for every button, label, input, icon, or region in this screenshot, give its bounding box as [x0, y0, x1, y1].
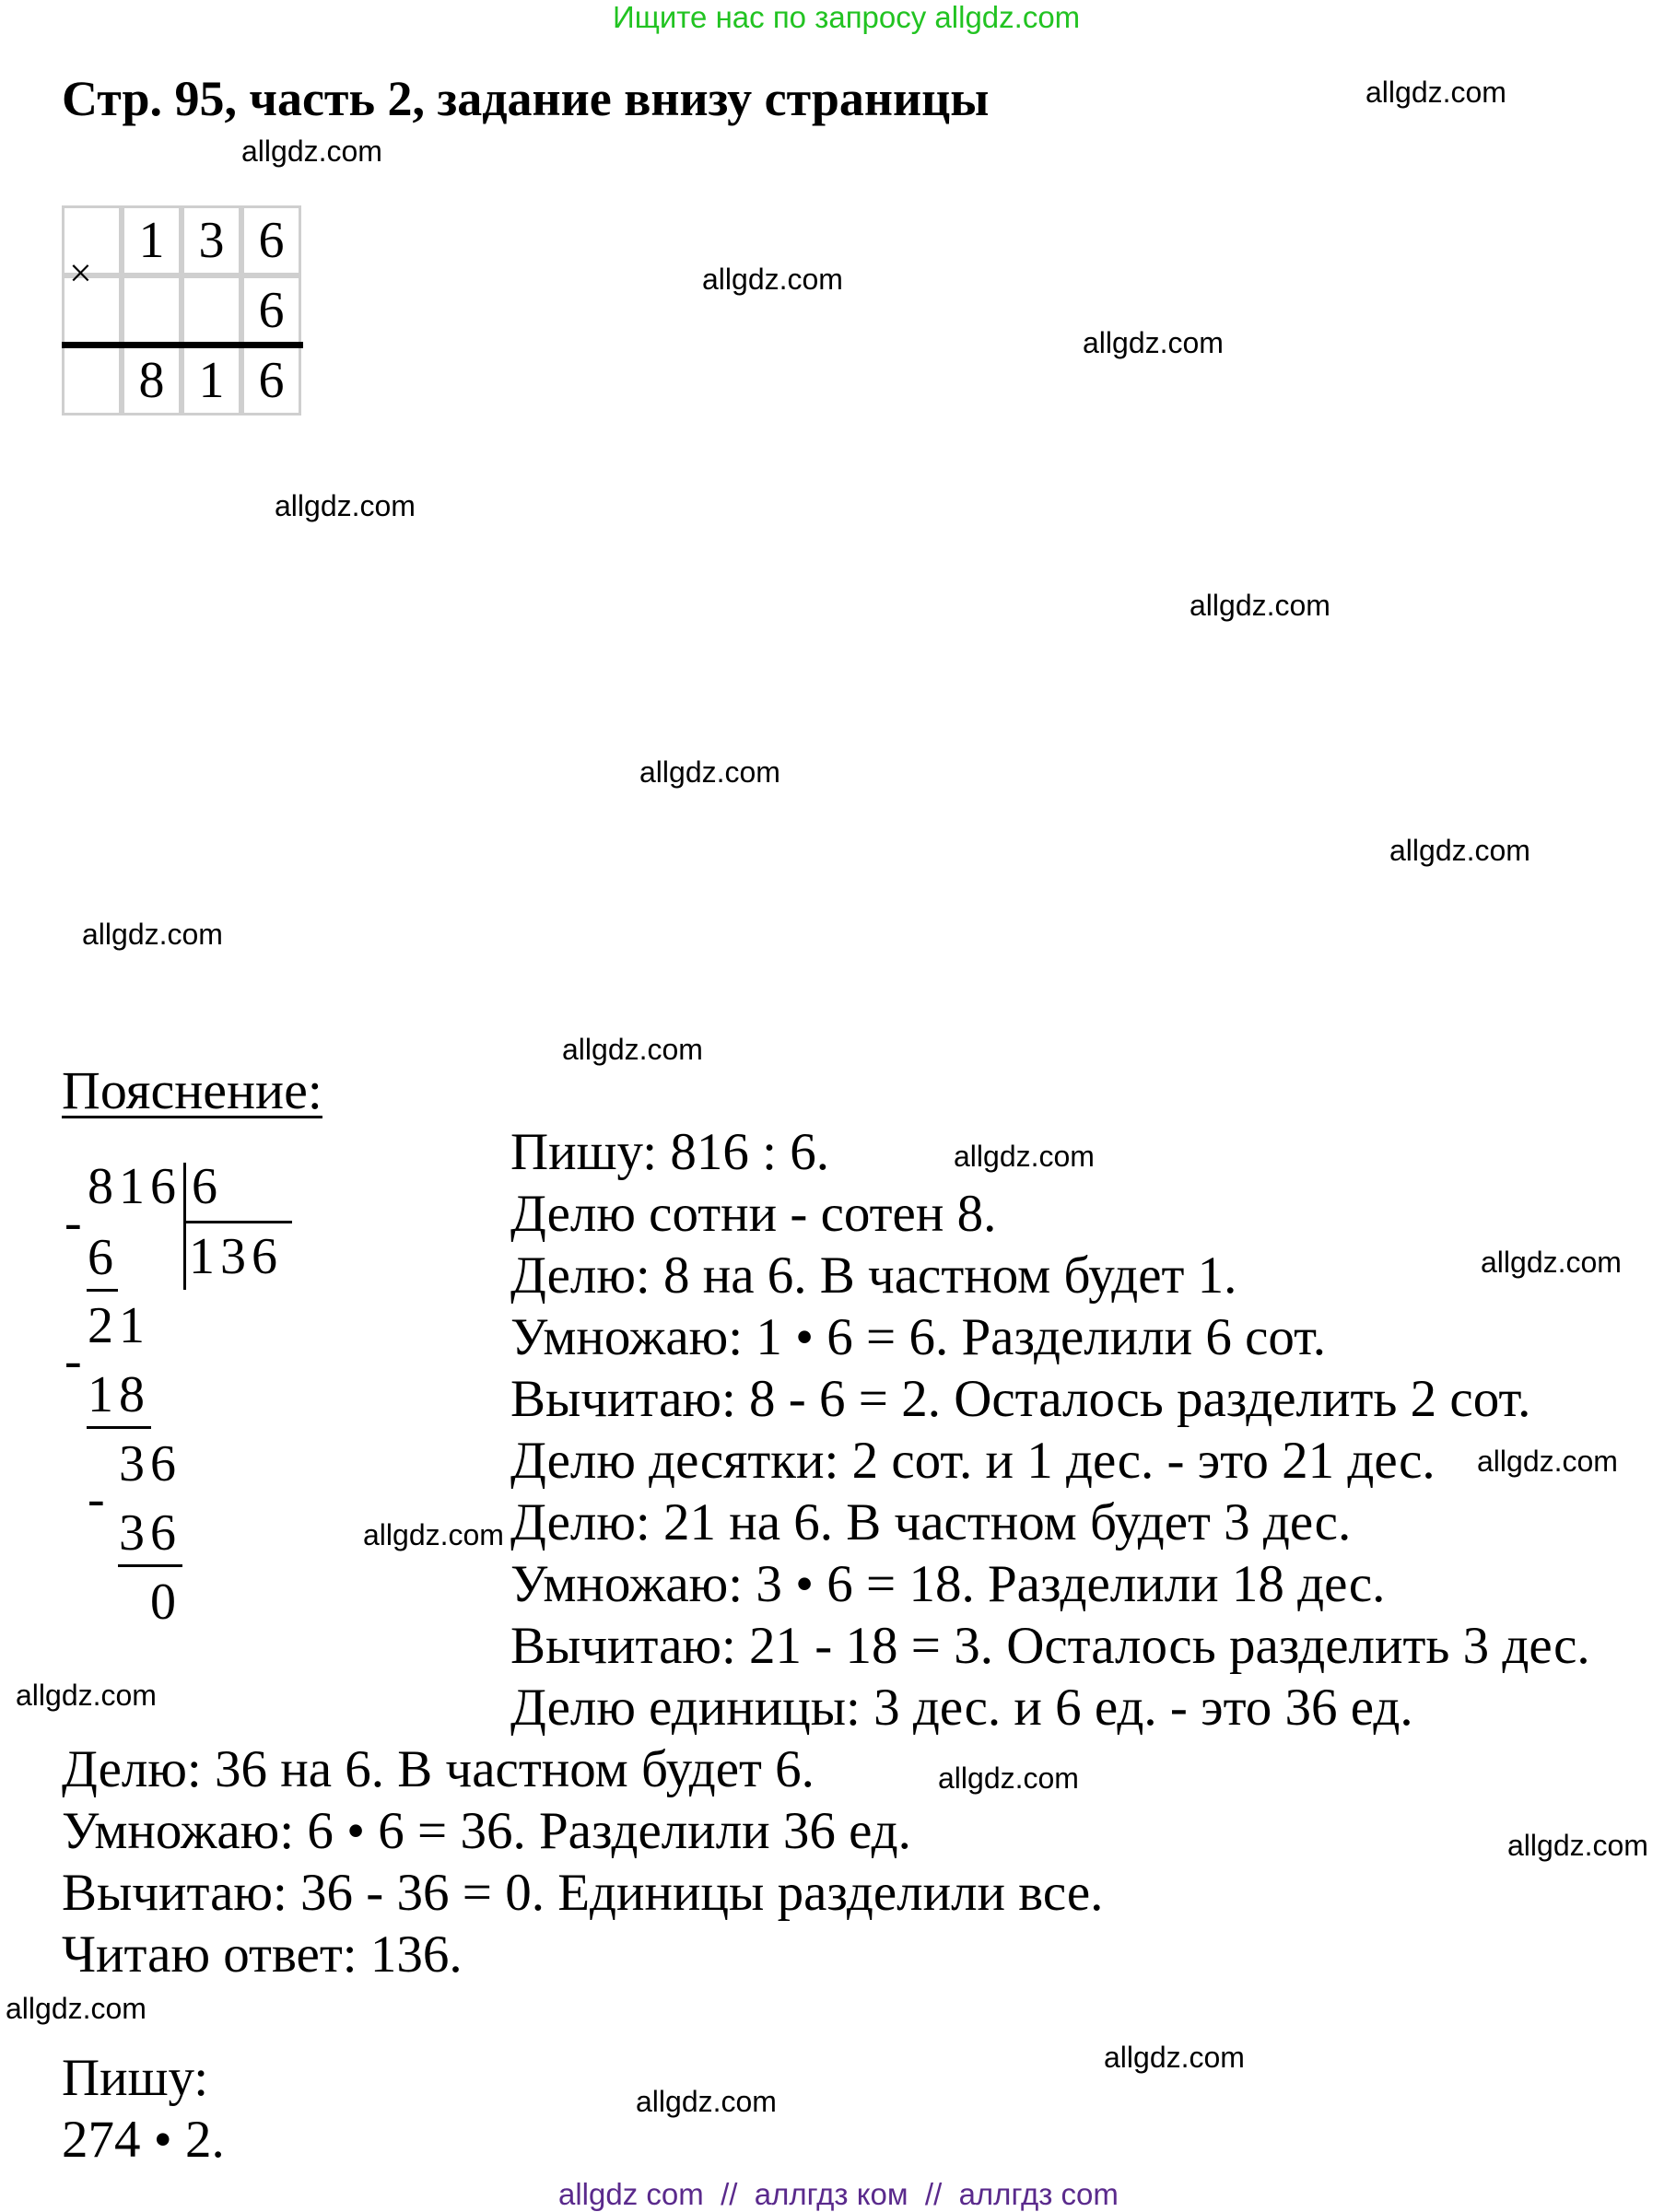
subtract-line	[87, 1426, 151, 1429]
step-line: Умножаю: 1 • 6 = 6. Разделили 6 сот.	[510, 1308, 1327, 1366]
grid-cell	[62, 345, 122, 415]
dividend: 816	[88, 1158, 182, 1215]
subtract-line	[118, 1564, 182, 1567]
watermark: allgdz.com	[938, 1761, 1079, 1795]
top-banner[interactable]: Ищите нас по запросу allgdz.com	[613, 0, 1081, 34]
next-task-label: Пишу:	[62, 2049, 209, 2107]
watermark: allgdz.com	[636, 2085, 777, 2118]
watermark: allgdz.com	[16, 1679, 157, 1712]
result-line	[62, 342, 303, 348]
page-title: Стр. 95, часть 2, задание внизу страницы	[62, 71, 990, 126]
next-task-expression: 274 • 2.	[62, 2111, 225, 2169]
watermark: allgdz.com	[954, 1140, 1095, 1173]
grid-cell: 3	[182, 205, 241, 275]
grid-cell: 6	[241, 345, 301, 415]
division-vertical-line	[183, 1163, 186, 1290]
minus-sign: -	[64, 1194, 88, 1251]
grid-cell: 1	[122, 205, 182, 275]
watermark: allgdz.com	[702, 263, 843, 296]
subtrahend-1: 6	[88, 1229, 119, 1286]
divisor: 6	[192, 1158, 223, 1215]
step-line: Вычитаю: 21 - 18 = 3. Осталось разделить 3 дес.	[510, 1617, 1590, 1675]
minus-sign: -	[64, 1332, 88, 1389]
division-horizontal-line	[183, 1221, 292, 1223]
subtrahend-3: 36	[119, 1504, 182, 1562]
multiply-sign: ×	[69, 251, 92, 296]
step-line: Делю десятки: 2 сот. и 1 дес. - это 21 дес.	[510, 1432, 1436, 1490]
watermark: allgdz.com	[1083, 326, 1224, 359]
watermark: allgdz.com	[1104, 2041, 1245, 2074]
watermark: allgdz.com	[1365, 76, 1506, 109]
bottom-banner[interactable]: allgdz com // аллгдз ком // аллгдз com	[558, 2177, 1119, 2211]
final-remainder: 0	[150, 1574, 182, 1631]
step-line: Пишу: 816 : 6.	[510, 1123, 829, 1181]
watermark: allgdz.com	[1389, 834, 1530, 867]
step-line: Вычитаю: 8 - 6 = 2. Осталось разделить 2 сот.	[510, 1370, 1531, 1428]
watermark: allgdz.com	[241, 135, 382, 168]
step-line: Делю единицы: 3 дес. и 6 ед. - это 36 ед.	[510, 1679, 1413, 1737]
watermark: allgdz.com	[82, 918, 223, 951]
step-line: Делю сотни - сотен 8.	[510, 1185, 997, 1243]
grid-cell	[122, 275, 182, 345]
quotient: 136	[189, 1228, 283, 1285]
grid-cell: 6	[241, 275, 301, 345]
watermark: allgdz.com	[1477, 1445, 1618, 1478]
step-line: Умножаю: 6 • 6 = 36. Разделили 36 ед.	[62, 1802, 911, 1860]
watermark: allgdz.com	[1507, 1829, 1648, 1862]
watermark: allgdz.com	[639, 755, 780, 789]
step-line: Делю: 21 на 6. В частном будет 3 дес.	[510, 1493, 1352, 1551]
step-line: Делю: 8 на 6. В частном будет 1.	[510, 1246, 1237, 1305]
remainder-2: 36	[119, 1435, 182, 1492]
watermark: allgdz.com	[1190, 589, 1330, 622]
grid-cell: 6	[241, 205, 301, 275]
subtrahend-2: 18	[88, 1366, 150, 1423]
step-line: Умножаю: 3 • 6 = 18. Разделили 18 дес.	[510, 1555, 1386, 1613]
watermark: allgdz.com	[6, 1992, 147, 2025]
step-line: Вычитаю: 36 - 36 = 0. Единицы разделили все.	[62, 1864, 1104, 1922]
step-line: Читаю ответ: 136.	[62, 1925, 463, 1984]
grid-cell	[182, 275, 241, 345]
grid-cell: 8	[122, 345, 182, 415]
subtract-line	[87, 1289, 118, 1292]
watermark: allgdz.com	[275, 489, 416, 522]
watermark: allgdz.com	[363, 1518, 504, 1551]
watermark: allgdz.com	[1481, 1246, 1622, 1279]
minus-sign: -	[88, 1470, 111, 1527]
explanation-heading: Пояснение:	[62, 1060, 322, 1120]
grid-cell: 1	[182, 345, 241, 415]
remainder-1: 21	[88, 1297, 150, 1354]
step-line: Делю: 36 на 6. В частном будет 6.	[62, 1740, 815, 1798]
watermark: allgdz.com	[562, 1033, 703, 1066]
